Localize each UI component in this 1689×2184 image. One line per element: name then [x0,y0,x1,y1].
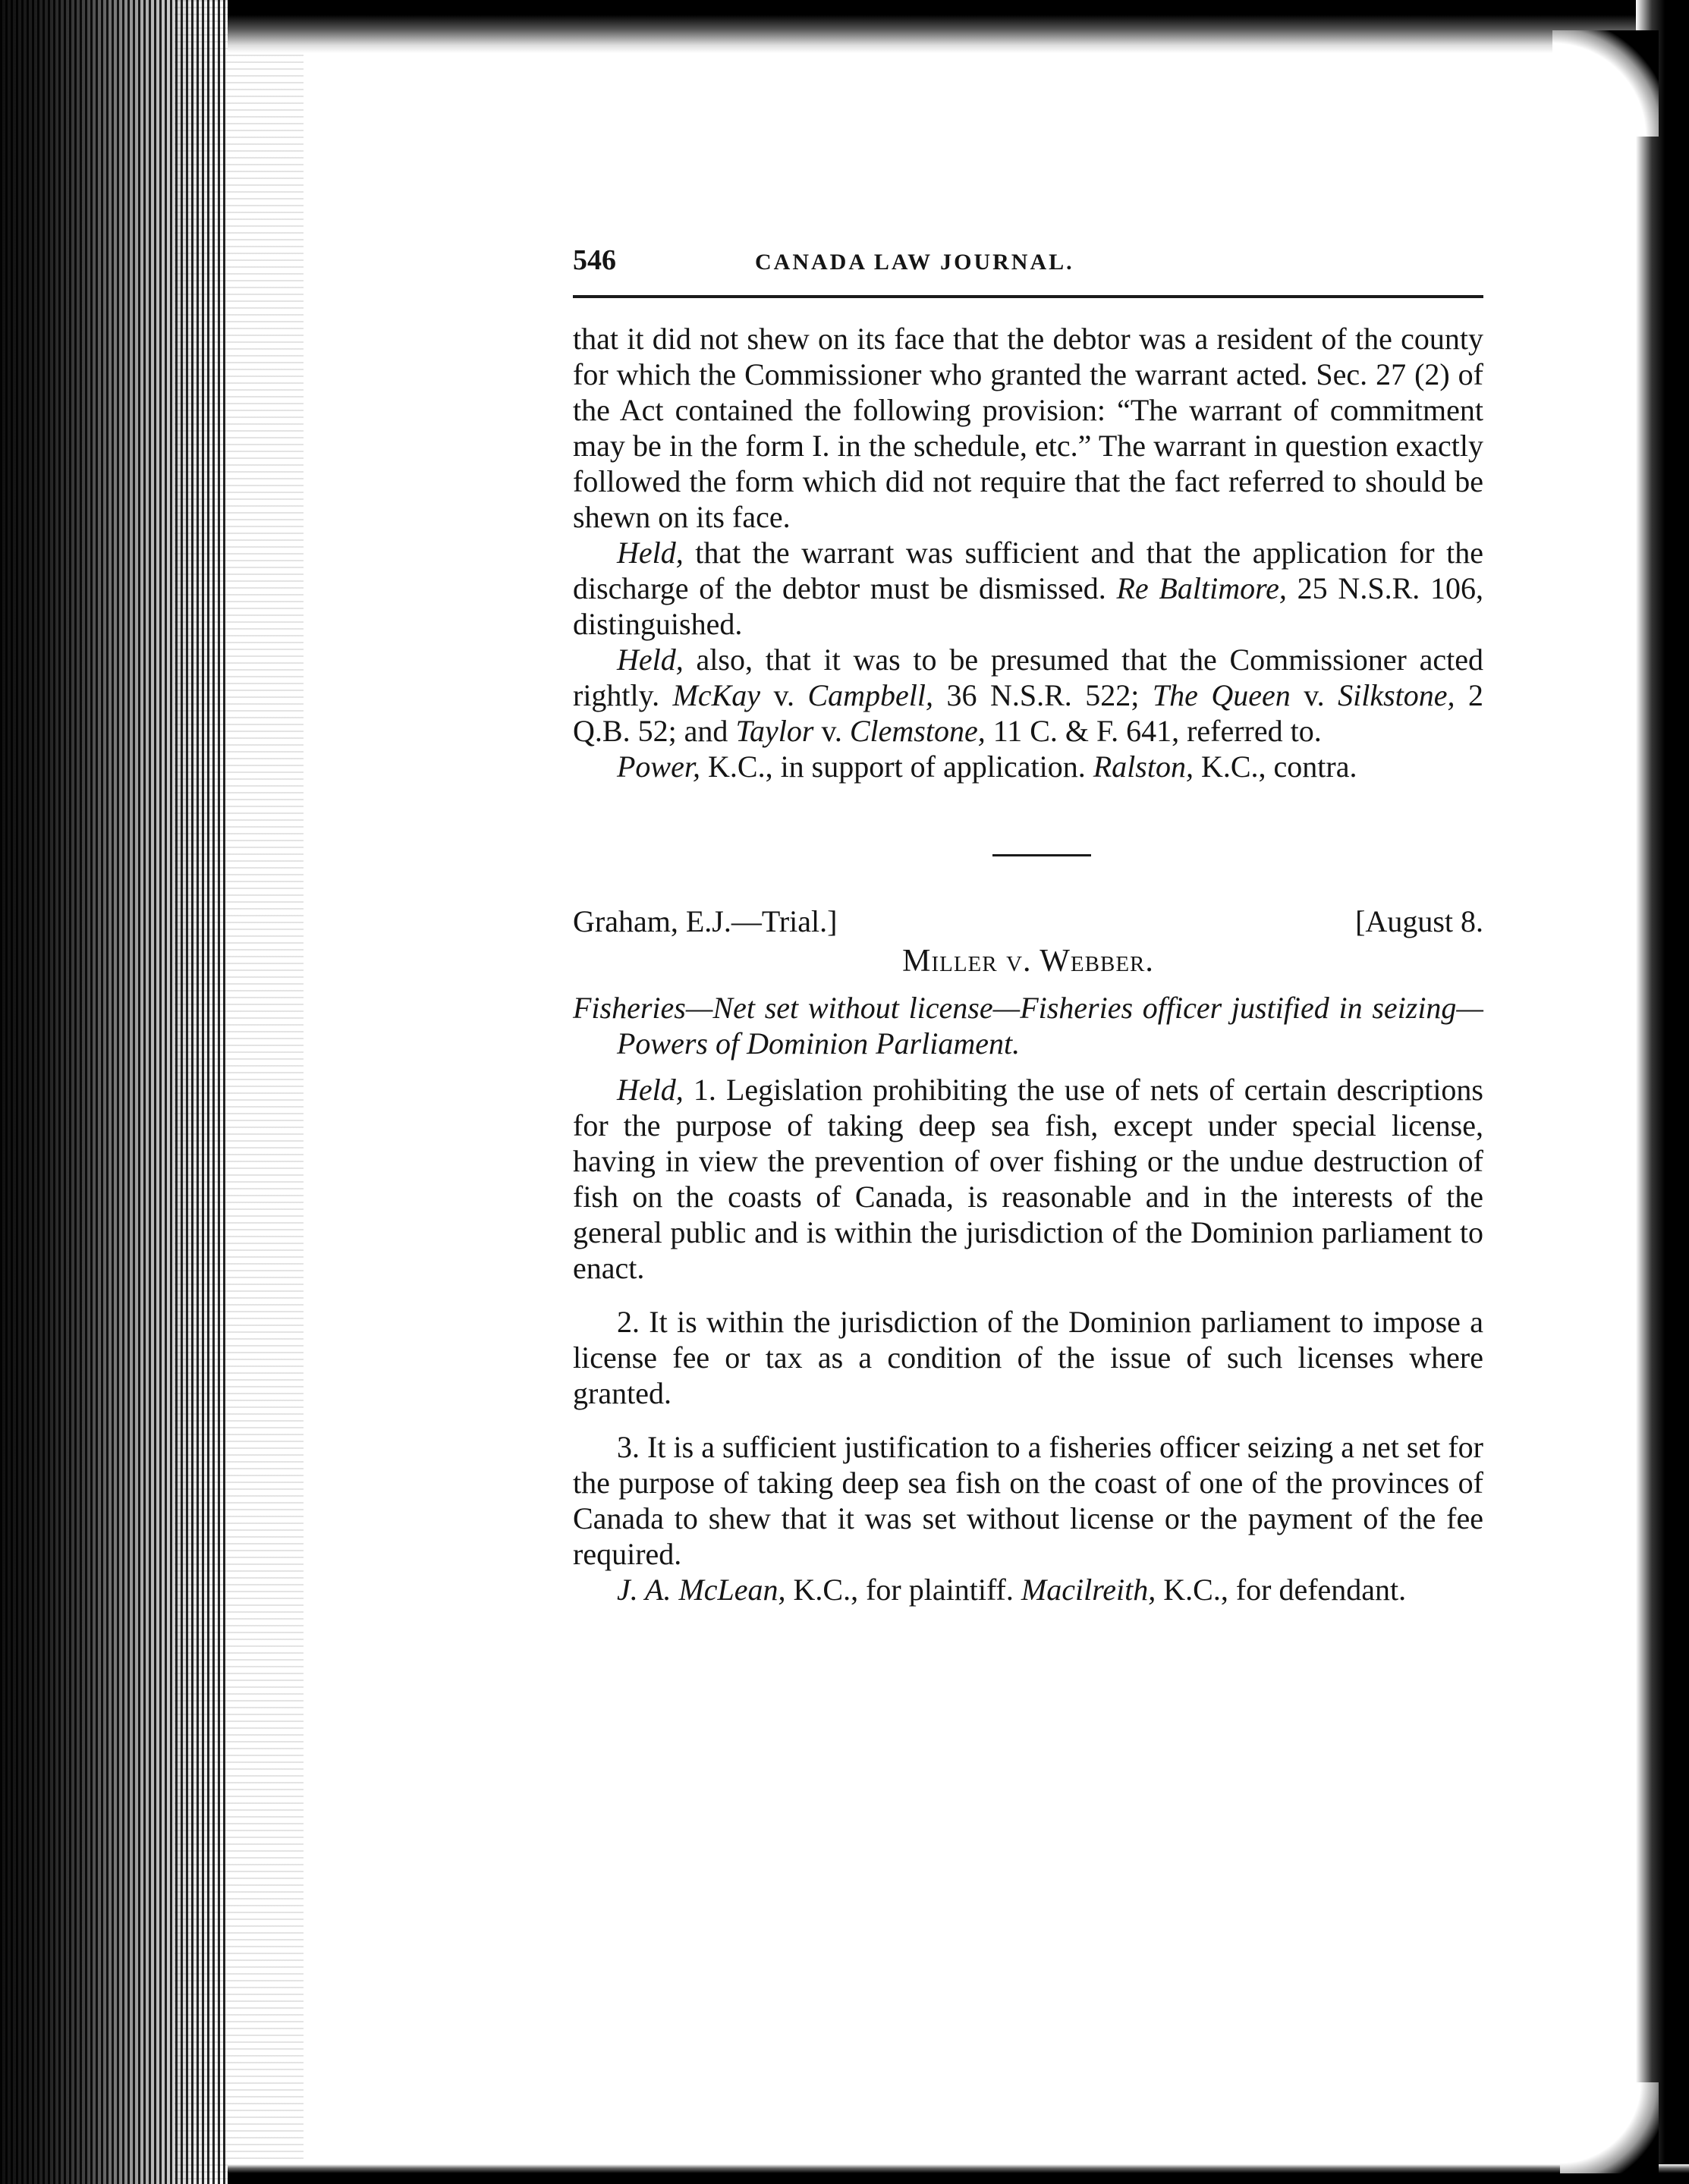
case-title: Miller v. Webber. [902,944,1154,979]
paragraph-held-1: Held, that the warrant was sufficient and that the application for the discharge of the debtor must be dismissed. Re Baltimore, 25 N.S.R. 106, distinguished. [573,536,1483,641]
paragraph-counsel-1: Power, K.C., in support of application. Ralston, K.C., contra. [617,749,1357,784]
scan-top-border [228,0,1689,53]
case-name: Re Baltimore, [1116,571,1287,605]
page-header [573,243,1483,298]
counsel-name: Power, [617,749,700,784]
held-label: Held, [617,536,684,570]
counsel-name: Ralston, [1093,749,1194,784]
paragraph-facts: that it did not shew on its face that the debtor was a resident of the county for which the Commissioner who granted the warrant acted. Sec. 27 (2) of the Act contained the following provision: “The warrant of commitment may be in the form I. in the schedule, etc.” The warrant in question exactly followed the form which did not require that the fact referred to should be shewn on its face. [573,322,1483,534]
paragraph-held-2: Held, also, that it was to be presumed that the Commissioner acted rightly. McKay v. Campbell, 36 N.S.R. 522; The Queen v. Silkstone, 2 Q.B. 52; and Taylor v. Clemstone, 11 C. & F. 641, referred to. [573,643,1484,748]
decision-date: [August 8. [1355,904,1483,938]
page-stack-texture [175,0,304,2184]
journal-page [573,243,1483,1607]
holding-1: Held, 1. Legislation prohibiting the use of nets of certain descriptions for the purpose of taking deep sea fish, except under special license, having in view the prevention of over fishing or the undue destruction of fish on the coasts of Canada, is reasonable and in the interests of the general public and is within the jurisdiction of the Dominion parliament to enact. [573,1073,1483,1285]
catchwords: Fisheries—Net set without license—Fisheries officer justified in seizing—Powers of Dominion Parliament. [573,991,1483,1061]
case-name: Campbell, [807,678,933,712]
court-line [573,903,1483,939]
page-number: 546 [573,244,616,276]
holding-2: 2. It is within the jurisdiction of the Dominion parliament to impose a license fee or tax as a condition of the issue of such licenses where granted. [573,1305,1483,1410]
case-name: Taylor [735,714,814,748]
held-label: Held, [617,1073,684,1107]
scan-right-border [1636,0,1689,2184]
page-corner-top-right [1552,30,1659,137]
page-corner-bottom-right [1560,2082,1659,2173]
section-divider [992,854,1091,856]
case-name: The Queen [1152,678,1291,712]
paragraph-counsel-2: J. A. McLean, K.C., for plaintiff. Macilreith, K.C., for defendant. [617,1573,1407,1607]
held-label: Held, [617,643,684,677]
judge: Graham, E.J.—Trial.] [573,904,838,938]
case-name: Silkstone, [1338,678,1455,712]
case-name: McKay [672,678,761,712]
running-head: CANADA LAW JOURNAL. [755,250,1074,275]
holding-3: 3. It is a sufficient justification to a fisheries officer seizing a net set for the purpose of taking deep sea fish on the coast of one of the provinces of Canada to shew that it was set without license or the payment of the fee required. [573,1430,1483,1571]
scan-bottom-border [228,2164,1689,2184]
counsel-name: J. A. McLean, [617,1573,786,1607]
counsel-name: Macilreith, [1021,1573,1156,1607]
case-name: Clemstone, [849,714,986,748]
